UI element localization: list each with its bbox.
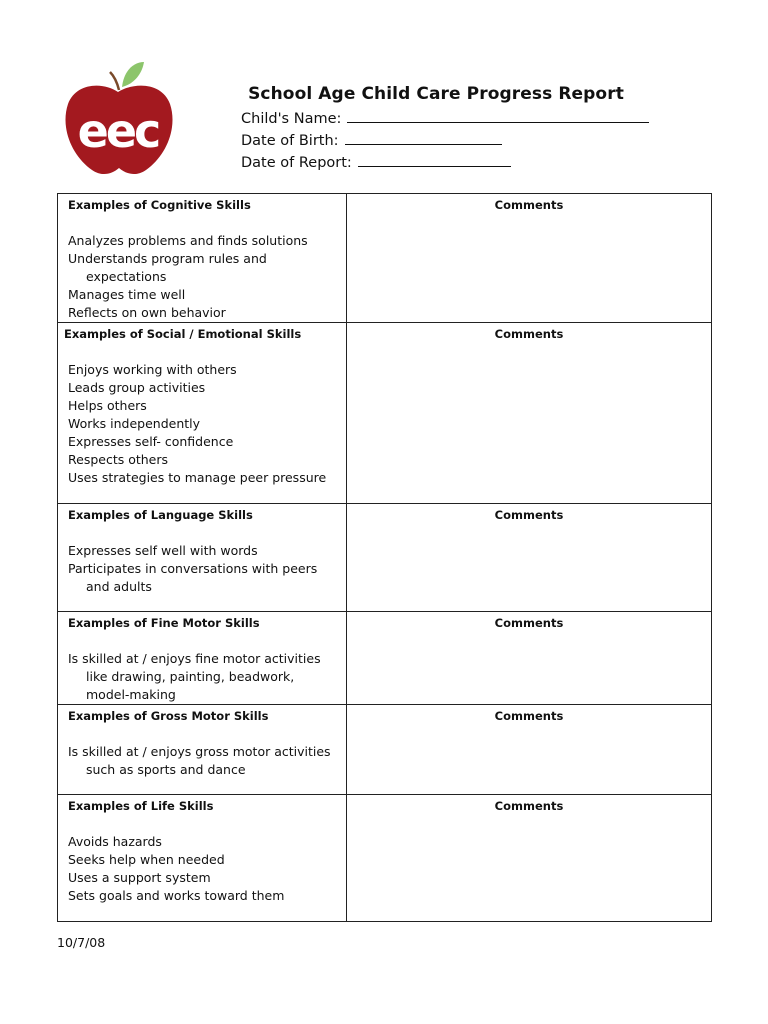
- childs-name-line[interactable]: [347, 108, 649, 123]
- logo-text: eec: [77, 104, 159, 158]
- list-item: Sets goals and works toward them: [68, 888, 285, 903]
- form-fields: [241, 108, 649, 174]
- list-item: Uses strategies to manage peer pressure: [68, 470, 327, 485]
- report-title: School Age Child Care Progress Report: [248, 84, 624, 104]
- list-item: Is skilled at / enjoys gross motor activities such as sports and dance: [68, 744, 331, 777]
- section-heading: Examples of Fine Motor Skills: [68, 616, 260, 630]
- skill-list: [68, 361, 336, 487]
- list-item: Helps others: [68, 398, 147, 413]
- table-row-life-skills: [58, 795, 712, 922]
- comments-cell[interactable]: [347, 795, 712, 922]
- list-item: Works independently: [68, 416, 201, 431]
- list-item: Expresses self- confidence: [68, 434, 234, 449]
- section-heading: Examples of Cognitive Skills: [68, 198, 251, 212]
- list-item: Respects others: [68, 452, 169, 467]
- list-item: Uses a support system: [68, 870, 211, 885]
- skill-list: [68, 833, 336, 905]
- table-row-gross-motor: [58, 705, 712, 795]
- list-item: Analyzes problems and finds solutions: [68, 233, 308, 248]
- skills-cell: [58, 705, 347, 795]
- list-item: Manages time well: [68, 287, 186, 302]
- skills-cell: [58, 504, 347, 612]
- date-of-report-line[interactable]: [358, 152, 511, 167]
- skills-cell: [58, 612, 347, 705]
- date-of-report-label: Date of Report:: [241, 155, 352, 171]
- list-item: Enjoys working with others: [68, 362, 237, 377]
- comments-cell[interactable]: [347, 612, 712, 705]
- section-heading: Examples of Gross Motor Skills: [68, 709, 269, 723]
- skill-list: [68, 743, 336, 779]
- list-item: Seeks help when needed: [68, 852, 225, 867]
- skill-list: [68, 650, 336, 704]
- date-of-birth-label: Date of Birth:: [241, 133, 339, 149]
- comments-cell[interactable]: [347, 323, 712, 504]
- skill-list: [68, 232, 336, 322]
- childs-name-label: Child's Name:: [241, 111, 342, 127]
- comments-cell[interactable]: [347, 194, 712, 323]
- childs-name-field[interactable]: [241, 108, 649, 130]
- comments-label: Comments: [494, 508, 564, 522]
- list-item: Reflects on own behavior: [68, 305, 226, 320]
- list-item: Leads group activities: [68, 380, 206, 395]
- comments-label: Comments: [494, 799, 564, 813]
- comments-label: Comments: [494, 709, 564, 723]
- table-row-cognitive: [58, 194, 712, 323]
- section-heading: Examples of Language Skills: [68, 508, 253, 522]
- skills-cell: [58, 323, 347, 504]
- comments-cell[interactable]: [347, 504, 712, 612]
- comments-label: Comments: [494, 198, 564, 212]
- list-item: Is skilled at / enjoys fine motor activities like drawing, painting, beadwork, model-making: [68, 651, 321, 702]
- section-heading: Examples of Social / Emotional Skills: [64, 327, 302, 341]
- comments-label: Comments: [494, 327, 564, 341]
- table-row-language: [58, 504, 712, 612]
- skills-table: [57, 193, 712, 922]
- table-row-social-emotional: [58, 323, 712, 504]
- list-item: Expresses self well with words: [68, 543, 258, 558]
- eec-logo: [62, 60, 176, 178]
- date-of-birth-line[interactable]: [345, 130, 502, 145]
- list-item: Understands program rules and expectations: [68, 251, 267, 284]
- date-of-birth-field[interactable]: [241, 130, 649, 152]
- skills-cell: [58, 795, 347, 922]
- date-of-report-field[interactable]: [241, 152, 649, 174]
- table-row-fine-motor: [58, 612, 712, 705]
- footer-date: 10/7/08: [57, 935, 106, 950]
- apple-logo-icon: [62, 60, 176, 178]
- section-heading: Examples of Life Skills: [68, 799, 214, 813]
- list-item: Avoids hazards: [68, 834, 162, 849]
- comments-cell[interactable]: [347, 705, 712, 795]
- comments-label: Comments: [494, 616, 564, 630]
- skill-list: [68, 542, 336, 596]
- skills-cell: [58, 194, 347, 323]
- list-item: Participates in conversations with peers and adults: [68, 561, 318, 594]
